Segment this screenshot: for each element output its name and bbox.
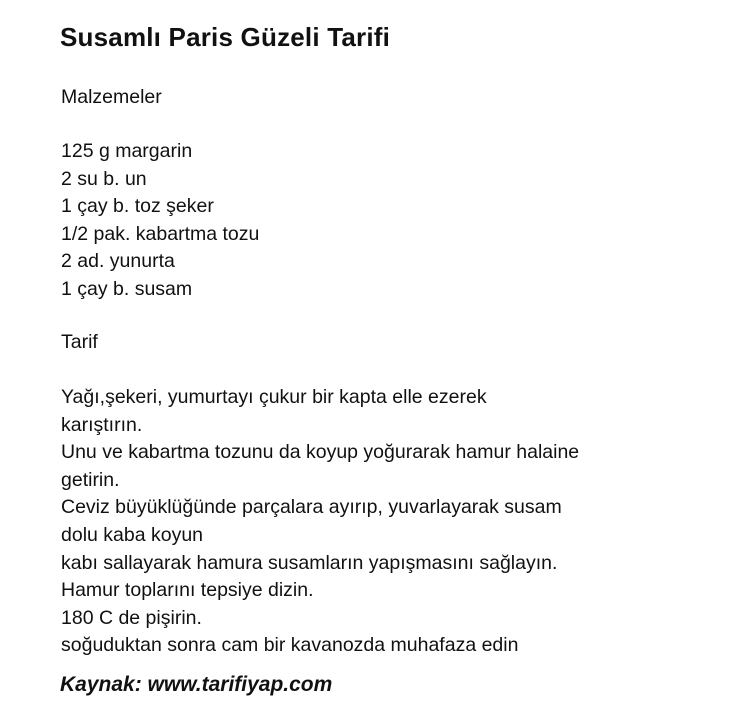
source-credit: Kaynak: www.tarifiyap.com (60, 673, 333, 696)
ingredient-item: 2 su b. un (61, 167, 147, 190)
step-line: soğuduktan sonra cam bir kavanozda muhafaza edin (61, 634, 519, 657)
ingredient-item: 1 çay b. toz şeker (61, 195, 214, 218)
step-line: dolu kaba koyun (61, 523, 204, 546)
step-line: kabı sallayarak hamura susamların yapışmasını sağlayın. (61, 551, 558, 574)
step-line: getirin. (61, 468, 120, 491)
ingredient-item: 1 çay b. susam (61, 277, 193, 300)
step-line: Yağı,şekeri, yumurtayı çukur bir kapta elle ezerek (61, 386, 487, 408)
method-heading: Tarif (61, 331, 98, 353)
ingredients-list (61, 138, 259, 304)
step-line: Hamur toplarını tepsiye dizin. (61, 579, 314, 602)
step-line: Unu ve kabartma tozunu da koyup yoğurarak hamur halaine (61, 441, 580, 464)
recipe-title: Susamlı Paris Güzeli Tarifi (60, 22, 391, 52)
ingredient-item: 1/2 pak. kabartma tozu (61, 222, 260, 245)
ingredient-item: 2 ad. yunurta (61, 250, 175, 273)
ingredient-item: 125 g margarin (61, 140, 193, 162)
step-line: karıştırın. (61, 413, 143, 436)
ingredients-heading: Malzemeler (61, 86, 162, 108)
method-steps (61, 384, 579, 660)
step-line: Ceviz büyüklüğünde parçalara ayırıp, yuvarlayarak susam (61, 496, 562, 519)
step-line: 180 C de pişirin. (61, 606, 202, 629)
